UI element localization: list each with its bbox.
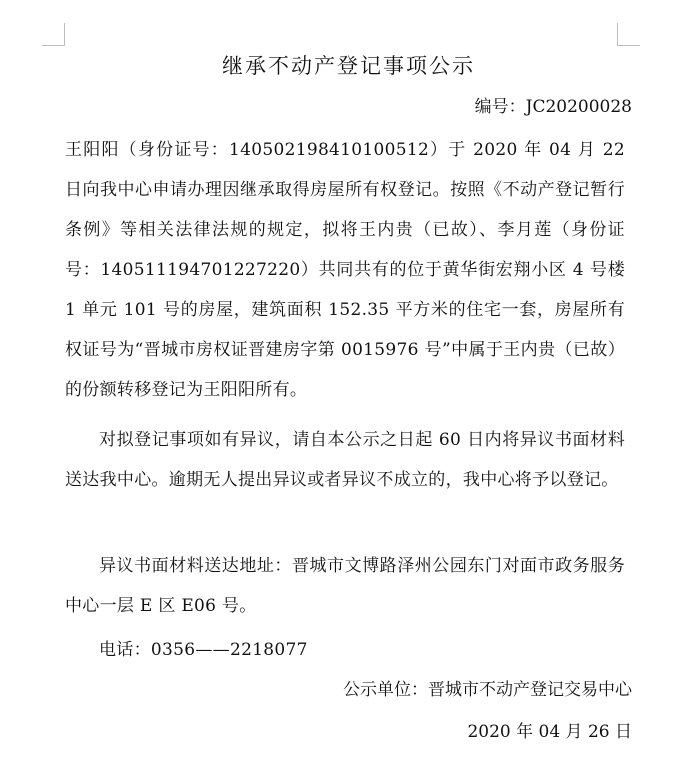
document-date: 2020 年 04 月 26 日 <box>467 722 632 742</box>
publisher-line: 公示单位：晋城市不动产登记交易中心 <box>343 680 632 700</box>
paragraph-phone: 电话：0356——2218077 <box>99 640 308 660</box>
paragraph-application: 王阳阳（身份证号：140502198410100512）于 2020 年 04 月 22 日向我中心申请办理因继承取得房屋所有权登记。按照《不动产登记暂行条例》等相关法律法规的规定，拟将王内贵（已故）、李月莲（身份证号：140511194701227220）共同共有的位于黄华街宏翔小区 4 号楼 1 单元 101 号的房屋，建筑面积 152.35 平方米的住宅一套，房屋所有权证号为“晋城市房权证晋建房字第 0015976 号”中属于王内贵（已故）的份额转移登记为王阳阳所有。 <box>65 140 625 400</box>
document-title: 继承不动产登记事项公示 <box>222 54 475 78</box>
paragraph-address: 异议书面材料送达地址：晋城市文博路泽州公园东门对面市政务服务中心一层 E 区 E06 号。 <box>65 556 625 616</box>
document-number: 编号：JC20200028 <box>474 97 632 117</box>
crop-mark-top-left <box>42 23 65 46</box>
paragraph-objection: 对拟登记事项如有异议，请自本公示之日起 60 日内将异议书面材料送达我中心。逾期无人提出异议或者异议不成立的，我中心将予以登记。 <box>65 430 625 490</box>
crop-mark-top-right <box>617 23 640 46</box>
